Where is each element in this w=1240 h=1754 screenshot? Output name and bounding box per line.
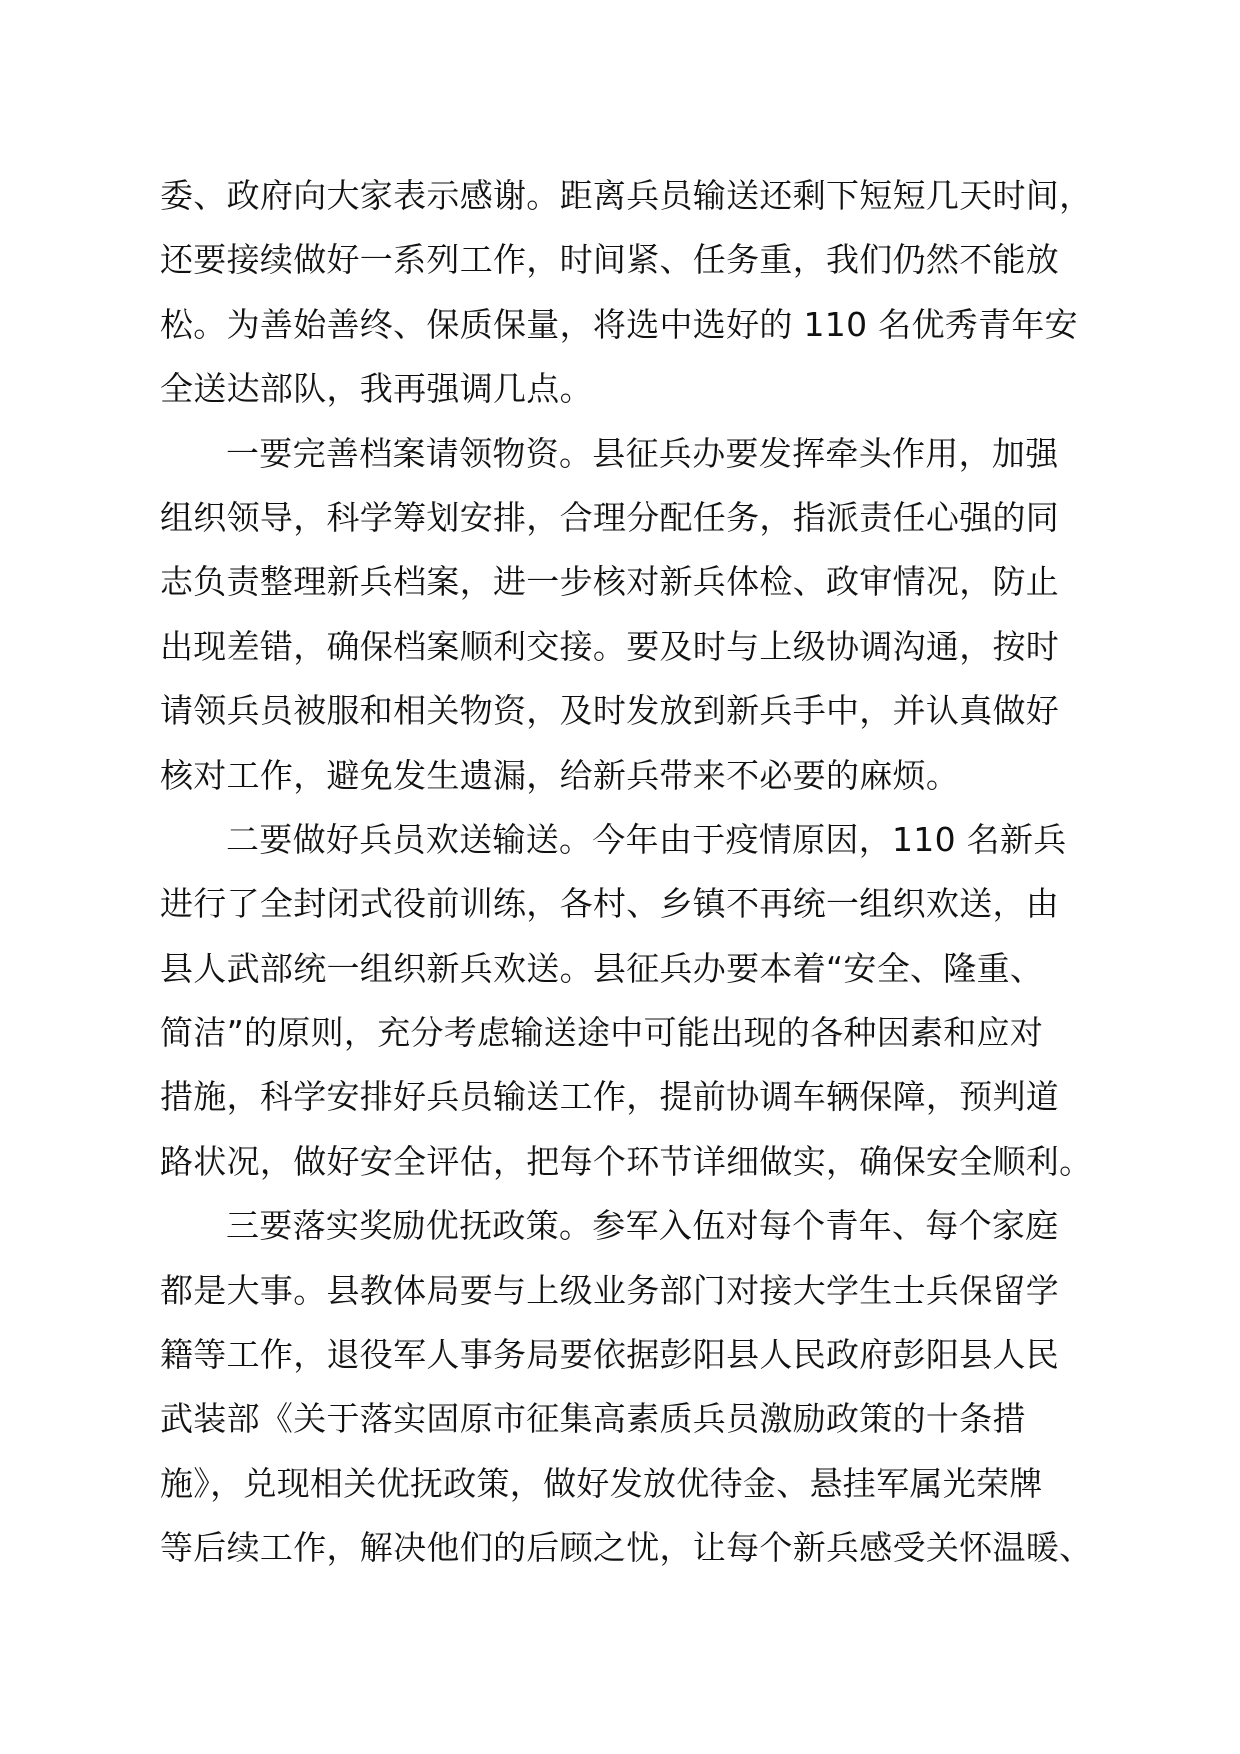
text-line: 县人武部统一组织新兵欢送。县征兵办要本着“安全、隆重、 [160, 948, 1044, 988]
paragraph-first-line: 一要完善档案请领物资。县征兵办要发挥牵头作用，加强 [226, 433, 1059, 473]
paragraph-first-line: 二要做好兵员欢送输送。今年由于疫情原因，110 名新兵 [226, 819, 1067, 859]
text-line: 武装部《关于落实固原市征集高素质兵员激励政策的十条措 [160, 1399, 1026, 1439]
text-line: 还要接续做好一系列工作，时间紧、任务重，我们仍然不能放 [160, 240, 1060, 280]
text-line: 出现差错，确保档案顺利交接。要及时与上级协调沟通，按时 [160, 626, 1060, 666]
text-line: 核对工作，避免发生遗漏，给新兵带来不必要的麻烦。 [160, 755, 960, 795]
text-line: 请领兵员被服和相关物资，及时发放到新兵手中，并认真做好 [160, 691, 1060, 731]
text-line: 进行了全封闭式役前训练，各村、乡镇不再统一组织欢送，由 [160, 884, 1060, 924]
paragraph-first-line: 三要落实奖励优抚政策。参军入伍对每个青年、每个家庭 [226, 1206, 1059, 1246]
text-line: 等后续工作，解决他们的后顾之忧，让每个新兵感受关怀温暖、 [160, 1528, 1093, 1568]
text-line: 都是大事。县教体局要与上级业务部门对接大学生士兵保留学 [160, 1270, 1060, 1310]
text-line: 志负责整理新兵档案，进一步核对新兵体检、政审情况，防止 [160, 562, 1060, 602]
text-line: 委、政府向大家表示感谢。距离兵员输送还剩下短短几天时间， [160, 176, 1093, 215]
text-line: 籍等工作，退役军人事务局要依据彭阳县人民政府彭阳县人民 [160, 1335, 1060, 1375]
text-line: 措施，科学安排好兵员输送工作，提前协调车辆保障，预判道 [160, 1077, 1060, 1117]
text-line: 全送达部队，我再强调几点。 [160, 369, 593, 409]
text-line: 松。为善始善终、保质保量，将选中选好的 110 名优秀青年安 [160, 304, 1078, 344]
text-line: 简洁”的原则，充分考虑输送途中可能出现的各种因素和应对 [160, 1013, 1044, 1053]
text-line: 路状况，做好安全评估，把每个环节详细做实，确保安全顺利。 [160, 1141, 1093, 1181]
text-line: 组织领导，科学筹划安排，合理分配任务，指派责任心强的同 [160, 497, 1060, 537]
document-body [160, 164, 1120, 1581]
text-line: 施》，兑现相关优抚政策，做好发放优待金、悬挂军属光荣牌 [160, 1463, 1043, 1503]
